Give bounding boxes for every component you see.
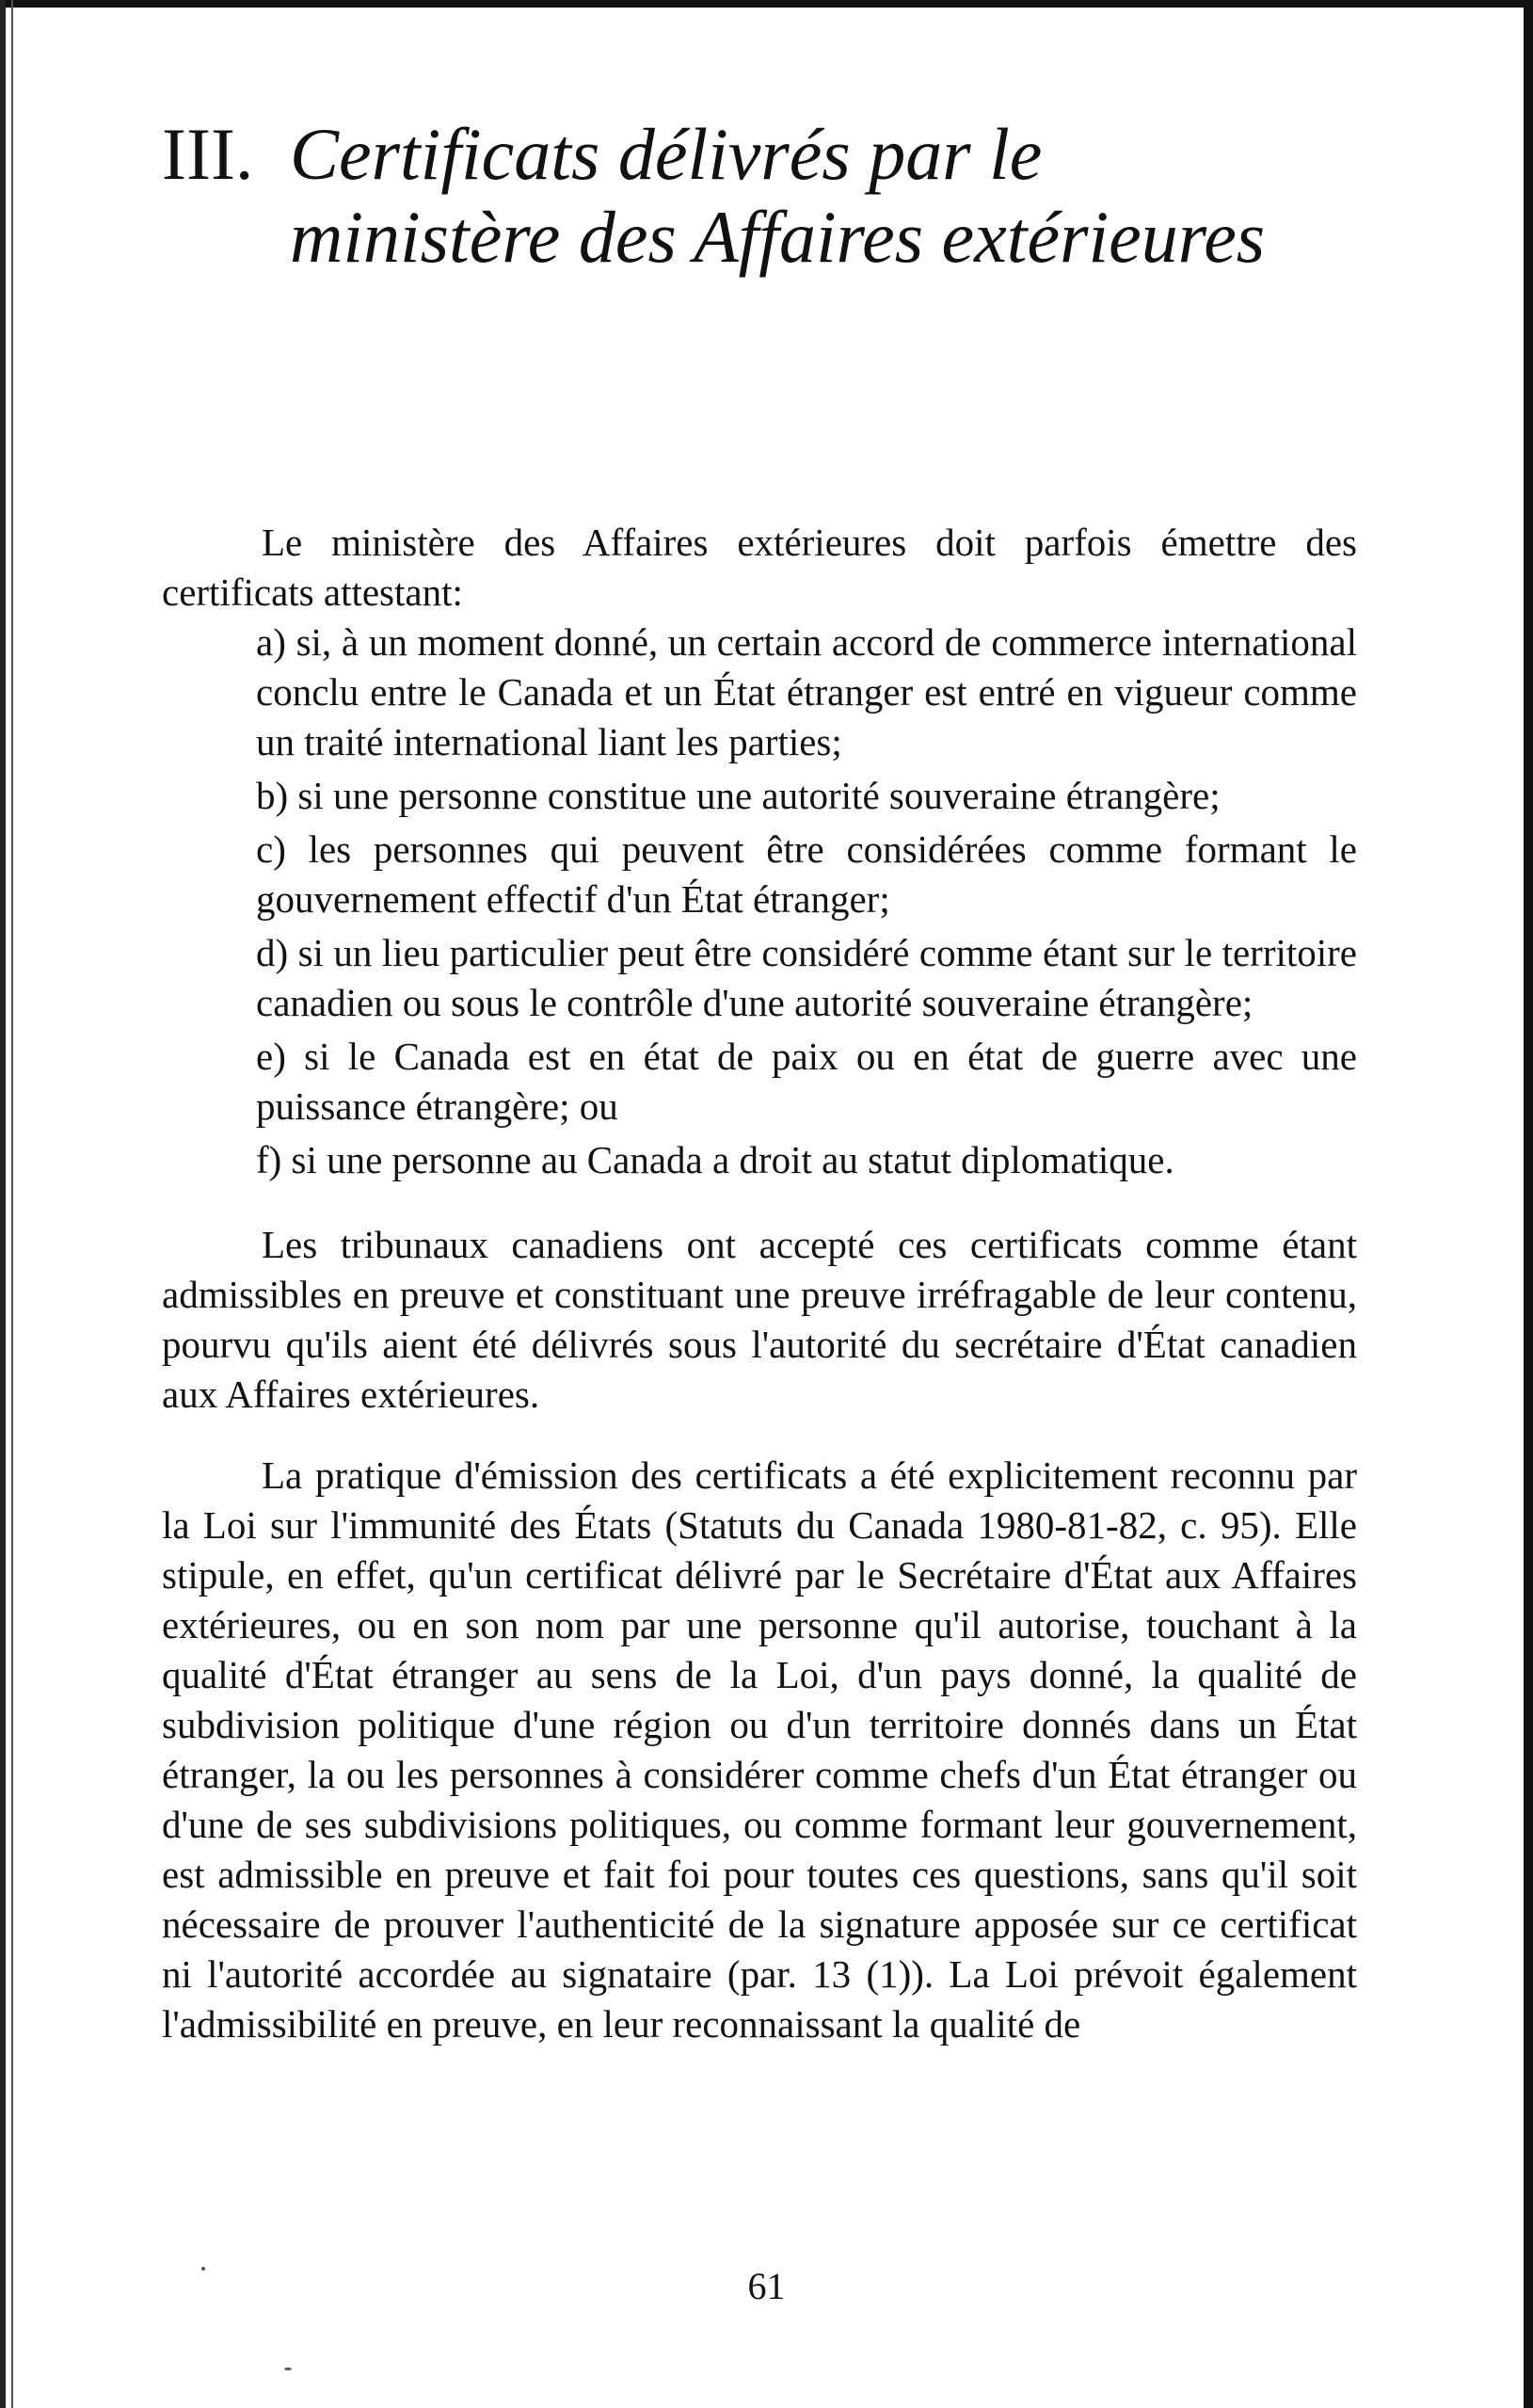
section-heading — [162, 113, 1357, 279]
list-item: b) si une personne constitue une autorité souveraine étrangère; — [256, 774, 1221, 817]
list-item: f) si une personne au Canada a droit au statut diplomatique. — [256, 1138, 1174, 1181]
section-number: III. — [162, 113, 254, 195]
list-item: c) les personnes qui peuvent être considérées comme formant le gouvernement effectif d'un État étranger; — [256, 827, 1357, 921]
list-item: a) si, à un moment donné, un certain accord de commerce international conclu entre le Canada et un État étranger est entré en vigueur comme un traité international liant les parties; — [256, 620, 1357, 763]
scan-edge-left — [0, 0, 6, 2408]
paragraph-gap — [162, 1420, 1357, 1451]
intro-paragraph: Le ministère des Affaires extérieures doit parfois émettre des certificats attestant: — [162, 521, 1357, 614]
list-item: e) si le Canada est en état de paix ou en état de guerre avec une puissance étrangère; ou — [256, 1035, 1357, 1128]
scan-edge-left-line — [11, 0, 13, 2408]
paragraph-2: Les tribunaux canadiens ont accepté ces certificats comme étant admissibles en preuve et constituant une preuve irréfragable de leur contenu, pourvu qu'ils aient été délivrés sous l'autorité du secrétaire d'État canadien aux Affaires extérieures. — [162, 1223, 1357, 1416]
paragraph-gap — [162, 1189, 1357, 1220]
scan-edge-right — [1524, 0, 1533, 2408]
scan-edge-top — [0, 0, 1533, 8]
scan-speck — [284, 2368, 292, 2370]
paragraph-3: La pratique d'émission des certificats a été explicitement reconnu par la Loi sur l'immunité des États (Statuts du Canada 1980-81-82, c. 95). Elle stipule, en effet, qu'un certificat délivré par le Secrétaire d'État aux Affaires extérieures, ou en son nom par une personne qu'il autorise, touchant à la qualité d'État étranger au sens de la Loi, d'un pays donné, la qualité de subdivision politique d'une région ou d'un territoire donnés dans un État étranger, la ou les personnes à considérer comme chefs d'un État étranger ou d'une de ses subdivisions politiques, ou comme formant leur gouvernement, est admissible en preuve et fait foi pour toutes ces questions, sans qu'il soit nécessaire de prouver l'authenticité de la signature apposée sur ce certificat ni l'autorité accordée au signataire (par. 13 (1)). La Loi prévoit également l'admissibilité en preuve, en leur reconnaissant la qualité de — [162, 1453, 1357, 2046]
list-item: d) si un lieu particulier peut être considéré comme étant sur le territoire canadien ou sous le contrôle d'une autorité souveraine étrangère; — [256, 931, 1357, 1024]
section-title-line-1: Certificats délivrés par le — [290, 113, 1043, 195]
certificate-list — [162, 618, 1357, 1185]
document-body — [162, 518, 1357, 2049]
section-title-line-2: ministère des Affaires extérieures — [290, 196, 1266, 278]
scan-speck — [201, 2267, 205, 2271]
document-page — [162, 113, 1357, 2046]
page-number: 61 — [747, 2265, 786, 2307]
section-title — [290, 113, 1265, 279]
